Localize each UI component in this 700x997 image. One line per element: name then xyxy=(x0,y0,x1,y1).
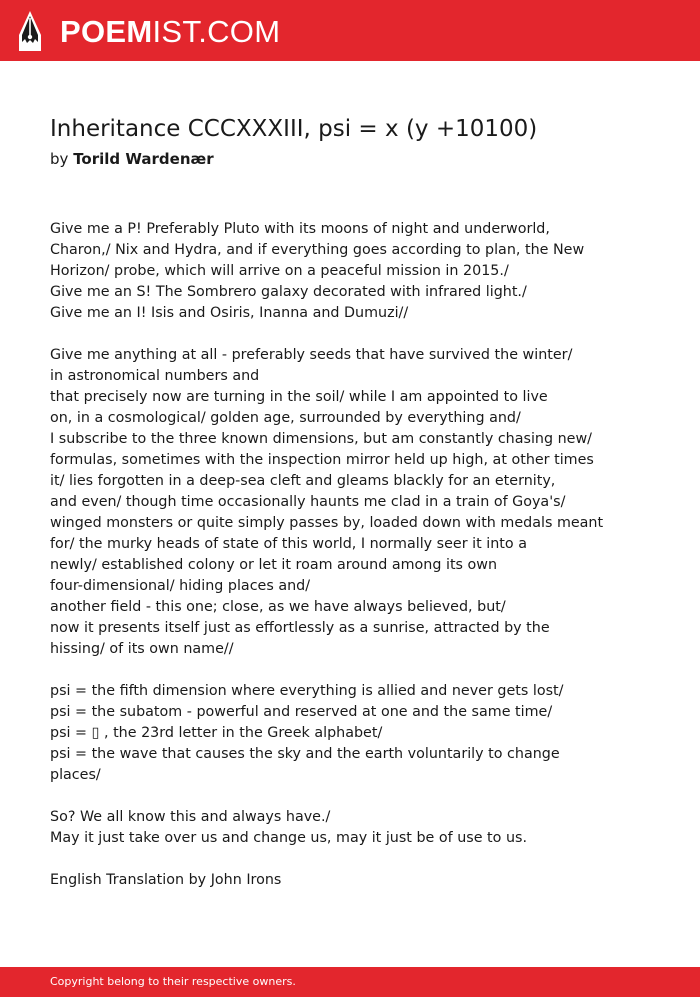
poem-line: psi = the fifth dimension where everything is allied and never gets lost/ xyxy=(50,683,564,699)
poem-line: that precisely now are turning in the soil/ while I am appointed to live xyxy=(50,389,548,405)
poem-line: Horizon/ probe, which will arrive on a peaceful mission in 2015./ xyxy=(50,263,509,279)
poem-line: May it just take over us and change us, may it just be of use to us. xyxy=(50,830,528,846)
logo-wordmark-bold: POEM xyxy=(60,13,153,49)
poem-title: Inheritance CCCXXXIII, psi = x (y +10100) xyxy=(50,116,538,142)
poem-line: English Translation by John Irons xyxy=(50,872,282,888)
stanza-break xyxy=(50,660,670,681)
site-header xyxy=(0,0,700,61)
stanza-break xyxy=(50,786,670,807)
poem-line: So? We all know this and always have./ xyxy=(50,809,331,825)
poem-line: and even/ though time occasionally haunts me clad in a train of Goya's/ xyxy=(50,494,566,510)
poem-author[interactable]: Torild Wardenær xyxy=(73,150,214,168)
poem-line: hissing/ of its own name// xyxy=(50,641,234,657)
poem-line: I subscribe to the three known dimensions, but am constantly chasing new/ xyxy=(50,431,592,447)
poem-line: for/ the murky heads of state of this world, I normally seer it into a xyxy=(50,536,527,552)
poem-body xyxy=(50,219,670,891)
site-footer xyxy=(0,967,700,997)
poem-line: now it presents itself just as effortlessly as a sunrise, attracted by the xyxy=(50,620,550,636)
poem-line: psi = the wave that causes the sky and the earth voluntarily to change xyxy=(50,746,560,762)
stanza-break xyxy=(50,324,670,345)
poem-line: winged monsters or quite simply passes by, loaded down with medals meant xyxy=(50,515,604,531)
poem-line: it/ lies forgotten in a deep-sea cleft and gleams blackly for an eternity, xyxy=(50,473,556,489)
poem-line: places/ xyxy=(50,767,101,783)
poem-line: on, in a cosmological/ golden age, surrounded by everything and/ xyxy=(50,410,521,426)
poem-line: Give me an S! The Sombrero galaxy decorated with infrared light./ xyxy=(50,284,527,300)
poem-byline xyxy=(50,150,214,168)
poem-line: four-dimensional/ hiding places and/ xyxy=(50,578,311,594)
poem-line: in astronomical numbers and xyxy=(50,368,260,384)
poem-line: another field - this one; close, as we have always believed, but/ xyxy=(50,599,506,615)
poem-line: formulas, sometimes with the inspection mirror held up high, at other times xyxy=(50,452,594,468)
poem-line: newly/ established colony or let it roam around among its own xyxy=(50,557,498,573)
site-logo[interactable] xyxy=(17,10,280,52)
poem-line: psi = the subatom - powerful and reserved at one and the same time/ xyxy=(50,704,553,720)
copyright-notice: Copyright belong to their respective owners. xyxy=(50,975,296,988)
poem-line: psi = ▯ , the 23rd letter in the Greek alphabet/ xyxy=(50,725,383,741)
poem-line: Give me anything at all - preferably seeds that have survived the winter/ xyxy=(50,347,573,363)
logo-wordmark xyxy=(60,13,281,49)
logo-wordmark-light: IST.COM xyxy=(152,13,281,49)
pen-nib-icon xyxy=(17,10,43,52)
stanza-break xyxy=(50,849,670,870)
poem-line: Charon,/ Nix and Hydra, and if everything goes according to plan, the New xyxy=(50,242,585,258)
poem-line: Give me an I! Isis and Osiris, Inanna and Dumuzi// xyxy=(50,305,409,321)
poem-line: Give me a P! Preferably Pluto with its moons of night and underworld, xyxy=(50,221,550,237)
byline-prefix: by xyxy=(50,150,69,168)
